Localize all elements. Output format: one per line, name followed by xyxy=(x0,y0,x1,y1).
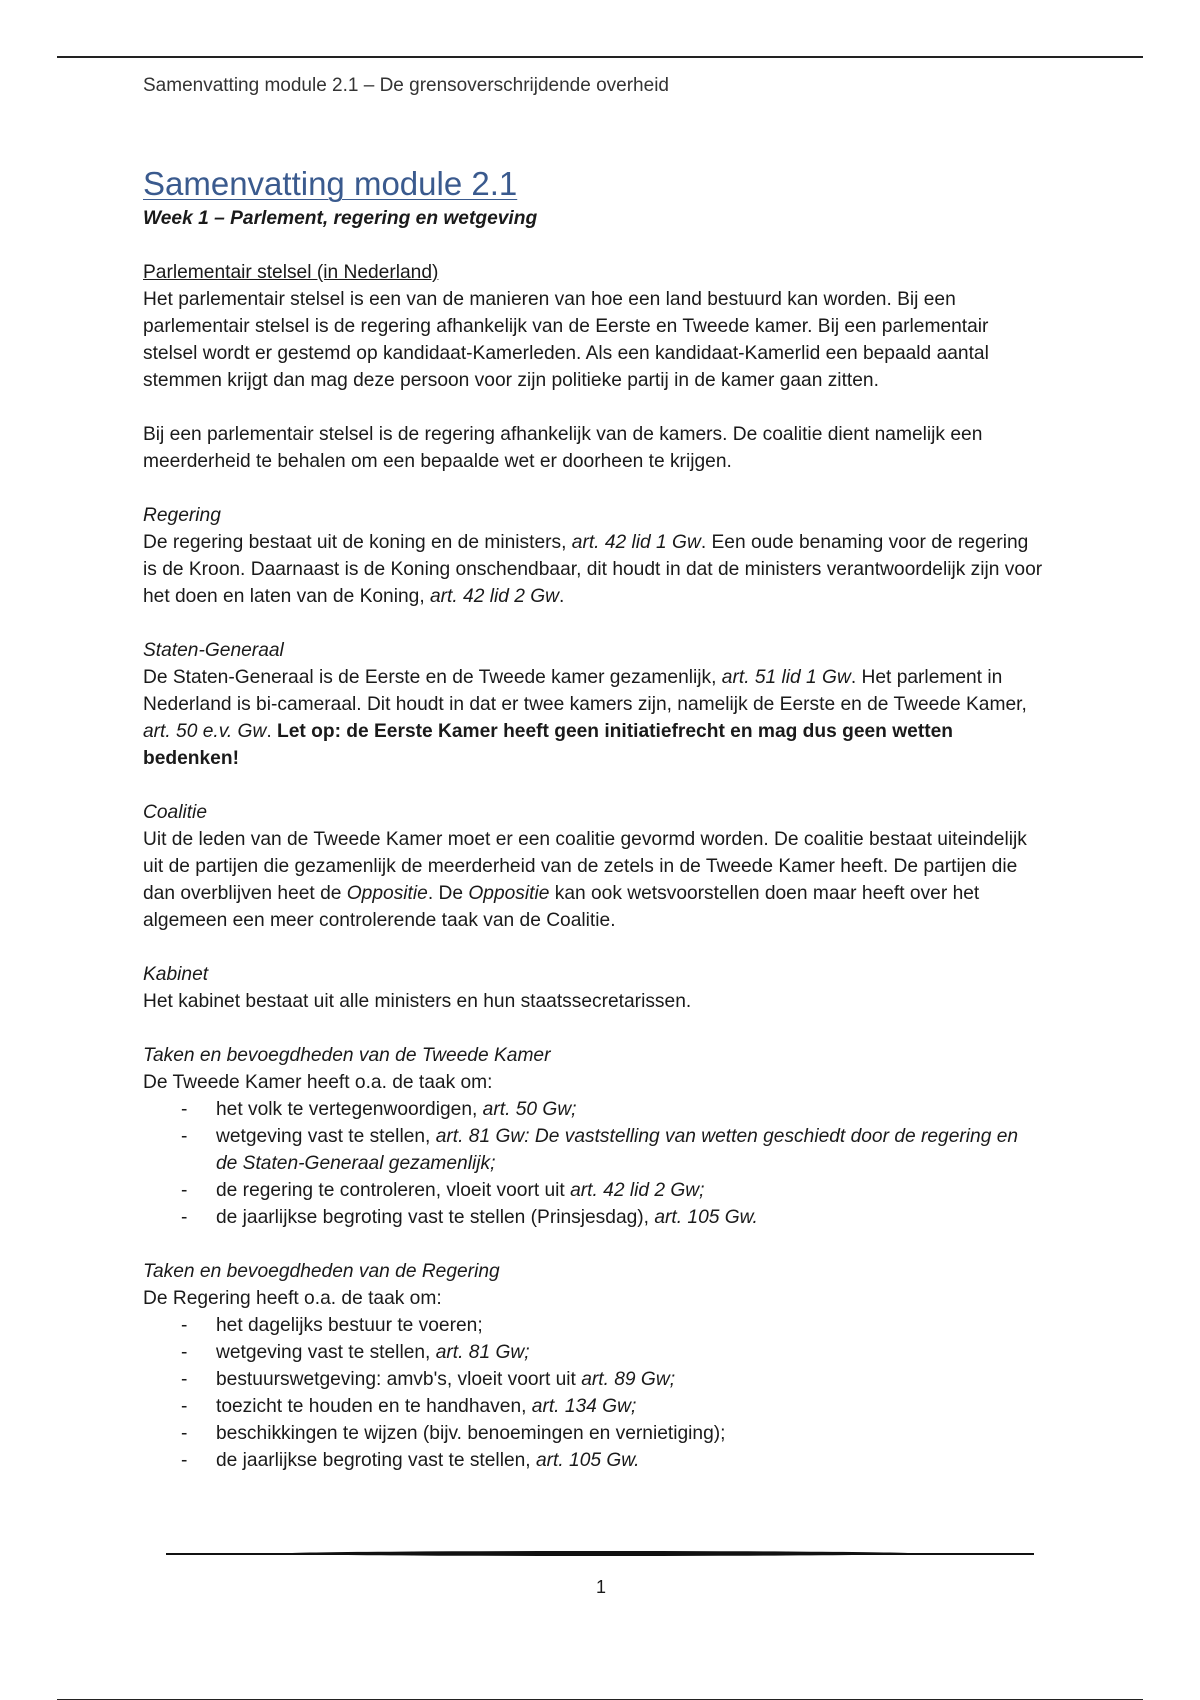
dash-bullet: - xyxy=(181,1450,188,1471)
document-subtitle: Week 1 – Parlement, regering en wetgeving xyxy=(143,208,538,229)
item-text: het dagelijks bestuur te voeren; xyxy=(216,1315,483,1336)
emphasis-term: Oppositie xyxy=(468,883,550,904)
text-span: . Een oude benaming voor de regering is de Kroon. Daarnaast is de Koning onschendbaar, dit houdt in dat de ministers verantwoordelijk zijn voor het doen en laten van de Koning, xyxy=(143,532,1043,607)
item-text: de jaarlijkse begroting vast te stellen (Prinsjesdag), xyxy=(216,1207,655,1228)
article-reference: art. 51 lid 1 Gw xyxy=(721,667,851,688)
item-text: de regering te controleren, vloeit voort uit xyxy=(216,1180,571,1201)
text-span: Uit de leden van de Tweede Kamer moet er een coalitie gevormd worden. De coalitie bestaat uiteindelijk uit de partijen die gezamenlijk de meerderheid van de zetels in de Tweede Kamer heeft. De partijen die dan overblijven heet de xyxy=(143,829,1027,904)
list-item xyxy=(143,1312,1043,1339)
list-item xyxy=(143,1339,1043,1366)
article-reference: art. 50 Gw; xyxy=(482,1099,577,1120)
intro-taken-regering: De Regering heeft o.a. de taak om: xyxy=(143,1288,442,1309)
list-item xyxy=(143,1393,1043,1420)
heading-regering: Regering xyxy=(143,505,221,526)
text-span: kan ook wetsvoorstellen doen maar heeft over het algemeen een meer controlerende taak van de Coalitie. xyxy=(143,883,980,931)
list-taken-tweede-kamer xyxy=(143,1096,1043,1231)
list-item xyxy=(143,1420,1043,1447)
paragraph-staten-generaal xyxy=(143,664,1043,772)
text-span: . De xyxy=(427,883,469,904)
item-text: de jaarlijkse begroting vast te stellen, xyxy=(216,1450,536,1471)
list-item xyxy=(143,1447,1043,1474)
text-span: . xyxy=(266,721,278,742)
article-reference: art. 42 lid 1 Gw xyxy=(571,532,701,553)
list-item xyxy=(143,1366,1043,1393)
text-span: . Het parlement in Nederland is bi-cameraal. Dit houdt in dat er twee kamers zijn, namelijk de Eerste en de Tweede Kamer, xyxy=(143,667,1027,715)
dash-bullet: - xyxy=(181,1315,188,1336)
item-text: toezicht te houden en te handhaven, xyxy=(216,1396,532,1417)
dash-bullet: - xyxy=(181,1126,188,1147)
list-item xyxy=(143,1123,1043,1177)
article-reference: art. 89 Gw; xyxy=(581,1369,676,1390)
article-reference: art. 134 Gw; xyxy=(531,1396,637,1417)
dash-bullet: - xyxy=(181,1369,188,1390)
text-span: De Staten-Generaal is de Eerste en de Tweede kamer gezamenlijk, xyxy=(143,667,722,688)
article-reference: art. 105 Gw. xyxy=(654,1207,758,1228)
paragraph-regering xyxy=(143,529,1043,610)
article-reference: art. 50 e.v. Gw xyxy=(143,721,267,742)
article-reference: art. 42 lid 2 Gw; xyxy=(570,1180,705,1201)
list-taken-regering xyxy=(143,1312,1043,1474)
dash-bullet: - xyxy=(181,1207,188,1228)
intro-taken-tweede-kamer: De Tweede Kamer heeft o.a. de taak om: xyxy=(143,1072,493,1093)
header-rule xyxy=(57,56,1143,58)
text-span: . xyxy=(559,586,565,607)
dash-bullet: - xyxy=(181,1342,188,1363)
dash-bullet: - xyxy=(181,1396,188,1417)
item-text: het volk te vertegenwoordigen, xyxy=(216,1099,483,1120)
emphasis-term: Oppositie xyxy=(346,883,428,904)
heading-kabinet: Kabinet xyxy=(143,964,209,985)
heading-staten-generaal: Staten-Generaal xyxy=(143,640,284,661)
item-text: beschikkingen te wijzen (bijv. benoemingen en vernietiging); xyxy=(216,1423,726,1444)
paragraph-parlementair-2: Bij een parlementair stelsel is de regering afhankelijk van de kamers. De coalitie dient namelijk een meerderheid te behalen om een bepaalde wet er doorheen te krijgen. xyxy=(143,424,983,472)
dash-bullet: - xyxy=(181,1099,188,1120)
document-title: Samenvatting module 2.1 xyxy=(143,165,518,202)
dash-bullet: - xyxy=(181,1180,188,1201)
article-reference: art. 105 Gw. xyxy=(535,1450,640,1471)
list-item xyxy=(143,1177,1043,1204)
paragraph-parlementair-1: Het parlementair stelsel is een van de manieren van hoe een land bestuurd kan worden. Bij een parlementair stelsel is de regering afhankelijk van de Eerste en Tweede kamer. Bij een parlementair stelsel wordt er gestemd op kandidaat-Kamerleden. Als een kandidaat-Kamerlid een bepaald aantal stemmen krijgt dan mag deze persoon voor zijn politieke partij in de kamer gaan zitten. xyxy=(143,289,989,391)
running-header: Samenvatting module 2.1 – De grensoverschrijdende overheid xyxy=(143,75,669,96)
heading-parlementair-stelsel: Parlementair stelsel (in Nederland) xyxy=(143,262,439,283)
heading-taken-tweede-kamer: Taken en bevoegdheden van de Tweede Kamer xyxy=(143,1045,551,1066)
dash-bullet: - xyxy=(181,1423,188,1444)
heading-taken-regering: Taken en bevoegdheden van de Regering xyxy=(143,1261,500,1282)
item-text: bestuurswetgeving: amvb's, vloeit voort uit xyxy=(216,1369,582,1390)
list-item xyxy=(143,1096,1043,1123)
article-reference: art. 81 Gw; xyxy=(435,1342,530,1363)
article-reference: art. 42 lid 2 Gw xyxy=(429,586,560,607)
paragraph-coalitie xyxy=(143,826,1043,934)
paragraph-kabinet: Het kabinet bestaat uit alle ministers en hun staatssecretarissen. xyxy=(143,991,692,1012)
item-text: wetgeving vast te stellen, xyxy=(216,1126,436,1147)
page-number: 1 xyxy=(595,1577,606,1597)
text-span: De regering bestaat uit de koning en de ministers, xyxy=(143,532,572,553)
heading-coalitie: Coalitie xyxy=(143,802,207,823)
document-body xyxy=(143,165,1043,1474)
item-text: wetgeving vast te stellen, xyxy=(216,1342,436,1363)
footer-rule xyxy=(166,1553,1034,1555)
article-reference: art. 81 Gw: De vaststelling van wetten geschiedt door de regering en de Staten-Generaal gezamenlijk; xyxy=(216,1126,1019,1174)
bold-note: Let op: de Eerste Kamer heeft geen initiatiefrecht en mag dus geen wetten bedenken! xyxy=(143,721,953,769)
list-item xyxy=(143,1204,1043,1231)
